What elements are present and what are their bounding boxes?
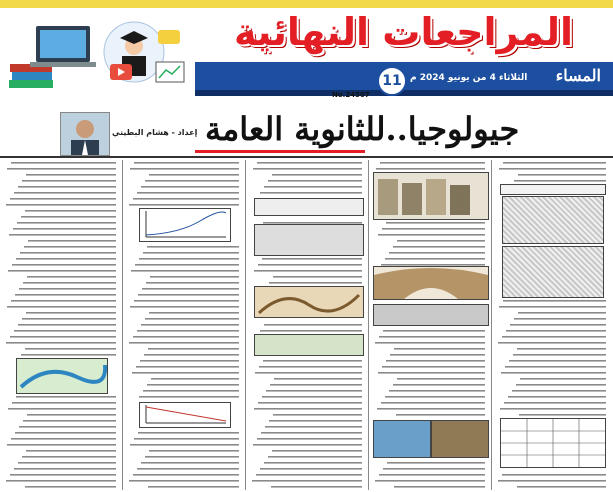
strata-diagram: [502, 246, 604, 298]
text-line: [24, 246, 116, 248]
rock-columns-icon: [374, 173, 488, 219]
text-line: [258, 402, 362, 404]
text-line: [19, 288, 116, 290]
text-line: [375, 342, 485, 344]
text-line: [387, 462, 485, 464]
text-line: [6, 204, 116, 206]
text-line: [503, 300, 606, 302]
text-line: [25, 210, 116, 212]
text-line: [393, 384, 485, 386]
text-line: [11, 438, 116, 440]
text-line: [17, 222, 116, 224]
text-line: [25, 486, 116, 488]
text-line: [382, 366, 485, 368]
text-line: [514, 318, 606, 320]
text-line: [133, 474, 239, 476]
text-line: [394, 486, 485, 488]
text-line: [143, 252, 239, 254]
text-line: [10, 336, 116, 338]
text-line: [7, 168, 116, 170]
text-line: [26, 450, 116, 452]
text-line: [264, 324, 362, 326]
text-line: [264, 462, 362, 464]
text-line: [145, 180, 239, 182]
text-line: [389, 252, 485, 254]
text-line: [393, 246, 485, 248]
text-line: [379, 474, 485, 476]
text-line: [6, 480, 116, 482]
text-line: [502, 336, 606, 338]
terrain-diagram: [254, 334, 364, 356]
text-line: [149, 312, 239, 314]
table-grid: [501, 419, 605, 467]
text-line: [28, 240, 116, 242]
text-line: [15, 294, 116, 296]
text-line: [271, 486, 362, 488]
text-line: [130, 306, 239, 308]
chart-board-icon: [156, 62, 184, 82]
river-meander-diagram: [16, 358, 108, 394]
sea-cave-photo: [431, 420, 489, 458]
text-line: [517, 348, 606, 350]
text-line: [26, 174, 116, 176]
text-line: [150, 276, 239, 278]
text-line: [148, 348, 239, 350]
text-line: [502, 474, 606, 476]
text-line: [137, 192, 239, 194]
text-line: [266, 390, 362, 392]
text-line: [132, 372, 239, 374]
text-line: [134, 162, 239, 164]
text-line: [253, 444, 362, 446]
text-line: [270, 384, 362, 386]
text-line: [12, 402, 116, 404]
text-line: [14, 468, 116, 470]
text-line: [129, 480, 239, 482]
curve-graph-icon: [140, 209, 230, 241]
text-line: [133, 336, 239, 338]
text-line: [141, 462, 239, 464]
text-line: [500, 408, 606, 410]
waterfall-photo: [373, 420, 431, 458]
text-line: [13, 228, 116, 230]
text-line: [14, 192, 116, 194]
text-line: [520, 378, 606, 380]
text-line: [386, 222, 485, 224]
fold-diagram: [254, 286, 364, 318]
newspaper-logo: المساء: [555, 66, 601, 85]
label-row-diagram: [254, 198, 364, 216]
text-line: [519, 414, 606, 416]
text-line: [274, 378, 362, 380]
rock-layers-diagram: [502, 196, 604, 244]
text-line: [7, 306, 116, 308]
text-line: [25, 348, 116, 350]
text-line: [272, 174, 362, 176]
text-line: [518, 174, 606, 176]
text-line: [18, 324, 116, 326]
text-line: [394, 348, 485, 350]
slope-graph: [139, 402, 231, 428]
article-column: [248, 158, 366, 492]
text-line: [27, 276, 116, 278]
text-line: [133, 198, 239, 200]
text-line: [20, 252, 116, 254]
text-line: [22, 318, 116, 320]
text-line: [23, 420, 116, 422]
text-line: [147, 384, 239, 386]
text-line: [262, 258, 362, 260]
text-line: [141, 186, 239, 188]
text-line: [129, 342, 239, 344]
text-line: [149, 450, 239, 452]
text-line: [509, 360, 606, 362]
text-line: [512, 390, 606, 392]
text-line: [268, 180, 362, 182]
text-line: [269, 420, 362, 422]
text-line: [145, 318, 239, 320]
text-line: [379, 336, 485, 338]
text-line: [510, 324, 606, 326]
answer-table: [500, 418, 606, 468]
text-line: [254, 270, 362, 272]
column-divider: [245, 160, 246, 490]
books-icon: [9, 64, 53, 88]
text-line: [22, 180, 116, 182]
text-line: [140, 360, 239, 362]
text-line: [380, 162, 485, 164]
text-line: [386, 360, 485, 362]
text-line: [151, 378, 239, 380]
graph-diagram: [139, 208, 231, 242]
text-line: [15, 432, 116, 434]
text-line: [10, 198, 116, 200]
text-line: [503, 162, 606, 164]
text-line: [385, 258, 485, 260]
text-line: [129, 204, 239, 206]
text-line: [257, 162, 362, 164]
text-line: [258, 264, 362, 266]
text-line: [135, 264, 239, 266]
text-line: [18, 186, 116, 188]
layers-diagram: [373, 304, 489, 326]
text-line: [21, 216, 116, 218]
text-line: [16, 396, 116, 398]
laptop-icon: [30, 26, 96, 67]
text-line: [134, 438, 239, 440]
wedge-diagram: [254, 224, 364, 256]
text-line: [389, 390, 485, 392]
text-line: [142, 288, 239, 290]
author-byline: إعداد - هشام البطيني: [112, 128, 198, 137]
education-illustration: [6, 12, 196, 98]
article-column: [494, 158, 610, 492]
article-column: [371, 158, 489, 492]
text-line: [501, 372, 606, 374]
text-line: [269, 282, 362, 284]
text-line: [136, 366, 239, 368]
text-line: [8, 408, 116, 410]
text-line: [8, 270, 116, 272]
text-line: [144, 354, 239, 356]
issue-number: No.24507: [332, 91, 370, 99]
arch-diagram: [373, 266, 489, 300]
text-line: [148, 486, 239, 488]
text-line: [22, 456, 116, 458]
text-line: [504, 402, 606, 404]
video-play-icon: [110, 64, 132, 80]
author-photo: [60, 112, 110, 156]
text-line: [499, 306, 606, 308]
text-line: [498, 480, 606, 482]
author-portrait-icon: [61, 113, 109, 155]
fold-icon: [255, 287, 363, 317]
article-column: [125, 158, 243, 492]
text-line: [256, 474, 362, 476]
text-line: [130, 168, 239, 170]
text-line: [253, 168, 362, 170]
text-line: [252, 480, 362, 482]
text-line: [377, 408, 485, 410]
text-line: [26, 312, 116, 314]
text-line: [18, 462, 116, 464]
column-divider: [491, 160, 492, 490]
text-line: [378, 234, 485, 236]
text-line: [130, 444, 239, 446]
text-line: [265, 426, 362, 428]
subject-title: جيولوجيا..للثانوية العامة: [205, 110, 520, 148]
text-line: [508, 396, 606, 398]
issue-date: الثلاثاء 4 من يونيو 2024 م: [410, 73, 528, 83]
text-line: [10, 474, 116, 476]
text-line: [273, 414, 362, 416]
text-line: [518, 312, 606, 314]
text-line: [138, 432, 239, 434]
slope-graph-icon: [140, 403, 230, 427]
text-line: [383, 330, 485, 332]
text-lines: [2, 158, 120, 492]
text-line: [260, 330, 362, 332]
text-line: [506, 330, 606, 332]
text-line: [273, 276, 362, 278]
text-line: [7, 444, 116, 446]
text-line: [517, 486, 606, 488]
text-line: [6, 342, 116, 344]
text-line: [260, 468, 362, 470]
text-line: [138, 294, 239, 296]
text-line: [254, 408, 362, 410]
text-line: [263, 360, 362, 362]
text-line: [146, 282, 239, 284]
text-line: [383, 468, 485, 470]
text-line: [11, 300, 116, 302]
text-line: [268, 456, 362, 458]
text-line: [9, 234, 116, 236]
text-line: [137, 330, 239, 332]
text-line: [264, 186, 362, 188]
issue-badge: 11: [377, 66, 407, 96]
text-line: [12, 264, 116, 266]
text-line: [261, 432, 362, 434]
text-line: [262, 396, 362, 398]
header-blue-strip-shadow: [195, 90, 613, 96]
text-line: [145, 456, 239, 458]
text-line: [260, 192, 362, 194]
text-line: [378, 372, 485, 374]
text-line: [131, 270, 239, 272]
column-divider: [122, 160, 123, 490]
subject-title-underline: [195, 150, 365, 153]
cross-section-diagram: [373, 172, 489, 220]
header-top-stripe: [0, 0, 613, 8]
text-line: [139, 258, 239, 260]
text-line: [390, 354, 485, 356]
text-line: [19, 426, 116, 428]
text-line: [382, 228, 485, 230]
article-column: [2, 158, 120, 492]
text-line: [143, 390, 239, 392]
text-line: [23, 282, 116, 284]
column-divider: [368, 160, 369, 490]
text-line: [385, 396, 485, 398]
text-line: [21, 354, 116, 356]
text-line: [147, 246, 239, 248]
text-line: [272, 450, 362, 452]
text-line: [514, 180, 606, 182]
text-line: [27, 414, 116, 416]
text-line: [137, 468, 239, 470]
text-line: [134, 300, 239, 302]
text-line: [397, 378, 485, 380]
page-title: المراجعات النهائية: [234, 10, 573, 54]
text-line: [139, 396, 239, 398]
text-line: [11, 162, 116, 164]
text-line: [141, 324, 239, 326]
text-line: [513, 354, 606, 356]
chat-bubble-icon: [158, 30, 180, 44]
text-line: [14, 330, 116, 332]
text-line: [376, 168, 485, 170]
text-line: [381, 402, 485, 404]
text-line: [375, 480, 485, 482]
text-line: [516, 384, 606, 386]
river-icon: [17, 359, 107, 393]
text-line: [16, 258, 116, 260]
natural-arch-icon: [374, 267, 488, 299]
text-line: [505, 366, 606, 368]
text-line: [259, 366, 362, 368]
text-line: [257, 438, 362, 440]
text-line: [149, 174, 239, 176]
text-line: [255, 372, 362, 374]
heading-box: [500, 184, 606, 195]
text-line: [396, 414, 485, 416]
text-line: [498, 342, 606, 344]
text-line: [397, 240, 485, 242]
text-line: [499, 168, 606, 170]
